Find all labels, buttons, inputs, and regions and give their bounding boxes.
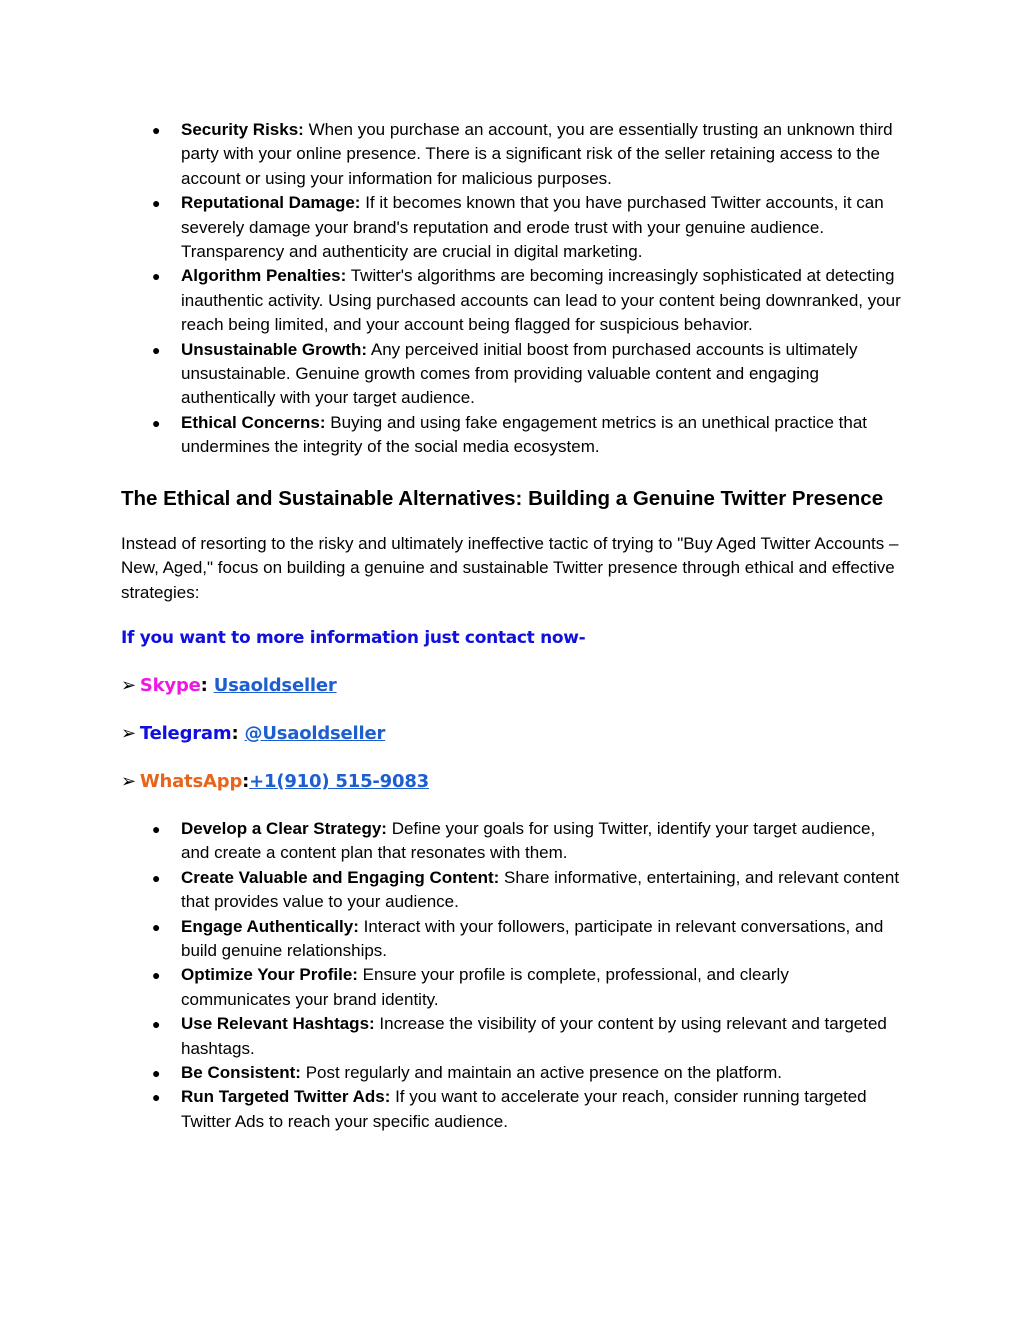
arrow-icon: ➢ (121, 770, 136, 792)
bullet-icon: ● (152, 820, 161, 837)
telegram-label: Telegram (139, 722, 232, 744)
separator: : (200, 674, 208, 696)
telegram-contact (121, 722, 901, 746)
bullet-icon: ● (152, 341, 161, 358)
item-text: When you purchase an account, you are essentially trusting an unknown third party with your online presence. There is a significant risk of the seller retaining access to the account or using your information for malicious purposes. (181, 120, 893, 188)
item-text: Increase the visibility of your content by using relevant and targeted hashtags. (181, 1014, 887, 1058)
item-text: If it becomes known that you have purchased Twitter accounts, it can severely damage your brand's reputation and erode trust with your genuine audience. Transparency and authenticity are crucial in digital marketing. (181, 193, 884, 262)
bullet-icon: ● (152, 268, 161, 285)
bullet-icon: ● (152, 1089, 161, 1106)
item-text: If you want to accelerate your reach, consider running targeted Twitter Ads to reach your specific audience. (181, 1087, 867, 1131)
item-title: Reputational Damage: (181, 193, 361, 213)
bullet-icon: ● (152, 869, 161, 886)
item-text: Define your goals for using Twitter, identify your target audience, and create a content plan that resonates with them. (181, 818, 876, 863)
list-item (121, 963, 901, 1012)
item-text: Buying and using fake engagement metrics is an unethical practice that undermines the integrity of the social media ecosystem. (181, 412, 868, 457)
list-item (121, 817, 901, 866)
item-text: Post regularly and maintain an active presence on the platform. (300, 1062, 782, 1082)
item-text: Share informative, entertaining, and relevant content that provides value to your audience. (181, 867, 900, 912)
skype-contact (121, 674, 901, 698)
list-item (121, 1012, 901, 1061)
risks-list (121, 118, 901, 460)
item-title: Security Risks: (181, 120, 304, 139)
item-title: Be Consistent: (181, 1062, 301, 1082)
document-content (121, 118, 901, 1134)
bullet-icon: ● (152, 414, 161, 431)
list-item (121, 191, 901, 264)
bullet-icon: ● (152, 1064, 161, 1081)
intro-paragraph: Instead of resorting to the risky and ultimately ineffective tactic of trying to "Buy Aged Twitter Accounts – New, Aged," focus on building a genuine and sustainable Twitter presence through ethical and effective strategies: (121, 533, 899, 602)
item-title: Algorithm Penalties: (181, 266, 347, 286)
list-item (121, 338, 901, 411)
arrow-icon: ➢ (121, 722, 136, 744)
separator: : (231, 722, 239, 744)
whatsapp-label: WhatsApp (139, 770, 243, 792)
bullet-icon: ● (152, 918, 161, 935)
item-text: Any perceived initial boost from purchased accounts is ultimately unsustainable. Genuine growth comes from providing valuable content and engaging authentically with your target audience. (181, 339, 858, 408)
item-title: Create Valuable and Engaging Content: (181, 867, 500, 887)
arrow-icon: ➢ (121, 674, 136, 696)
bullet-icon: ● (152, 967, 161, 984)
list-item (121, 1085, 901, 1134)
whatsapp-link[interactable]: +1(910) 515-9083 (249, 770, 429, 792)
list-item (121, 1061, 901, 1085)
separator: : (242, 770, 250, 792)
skype-label: Skype (139, 674, 201, 696)
contact-cta: If you want to more information just contact now- (121, 627, 586, 648)
item-title: Optimize Your Profile: (181, 965, 358, 985)
whatsapp-contact (121, 770, 901, 794)
bullet-icon: ● (152, 122, 161, 138)
item-title: Unsustainable Growth: (181, 339, 368, 359)
bullet-icon: ● (152, 195, 161, 212)
list-item (121, 866, 901, 915)
item-title: Ethical Concerns: (181, 412, 326, 432)
item-text: Twitter's algorithms are becoming increasingly sophisticated at detecting inauthentic activity. Using purchased accounts can lead to your content being downranked, your reach being limited, and your account being flagged for suspicious behavior. (181, 266, 901, 335)
section-heading: The Ethical and Sustainable Alternatives: Building a Genuine Twitter Presence (121, 486, 884, 510)
item-title: Use Relevant Hashtags: (181, 1014, 375, 1034)
skype-link[interactable]: Usaoldseller (213, 674, 337, 696)
item-title: Engage Authentically: (181, 916, 359, 936)
item-text: Interact with your followers, participate in relevant conversations, and build genuine relationships. (181, 916, 884, 960)
telegram-link[interactable]: @Usaoldseller (244, 722, 386, 744)
item-title: Run Targeted Twitter Ads: (181, 1087, 391, 1107)
strategies-list (121, 817, 901, 1134)
item-title: Develop a Clear Strategy: (181, 818, 387, 838)
list-item (121, 118, 901, 191)
item-text: Ensure your profile is complete, professional, and clearly communicates your brand identity. (181, 965, 789, 1009)
list-item (121, 915, 901, 964)
bullet-icon: ● (152, 1016, 161, 1033)
list-item (121, 264, 901, 337)
list-item (121, 411, 901, 460)
